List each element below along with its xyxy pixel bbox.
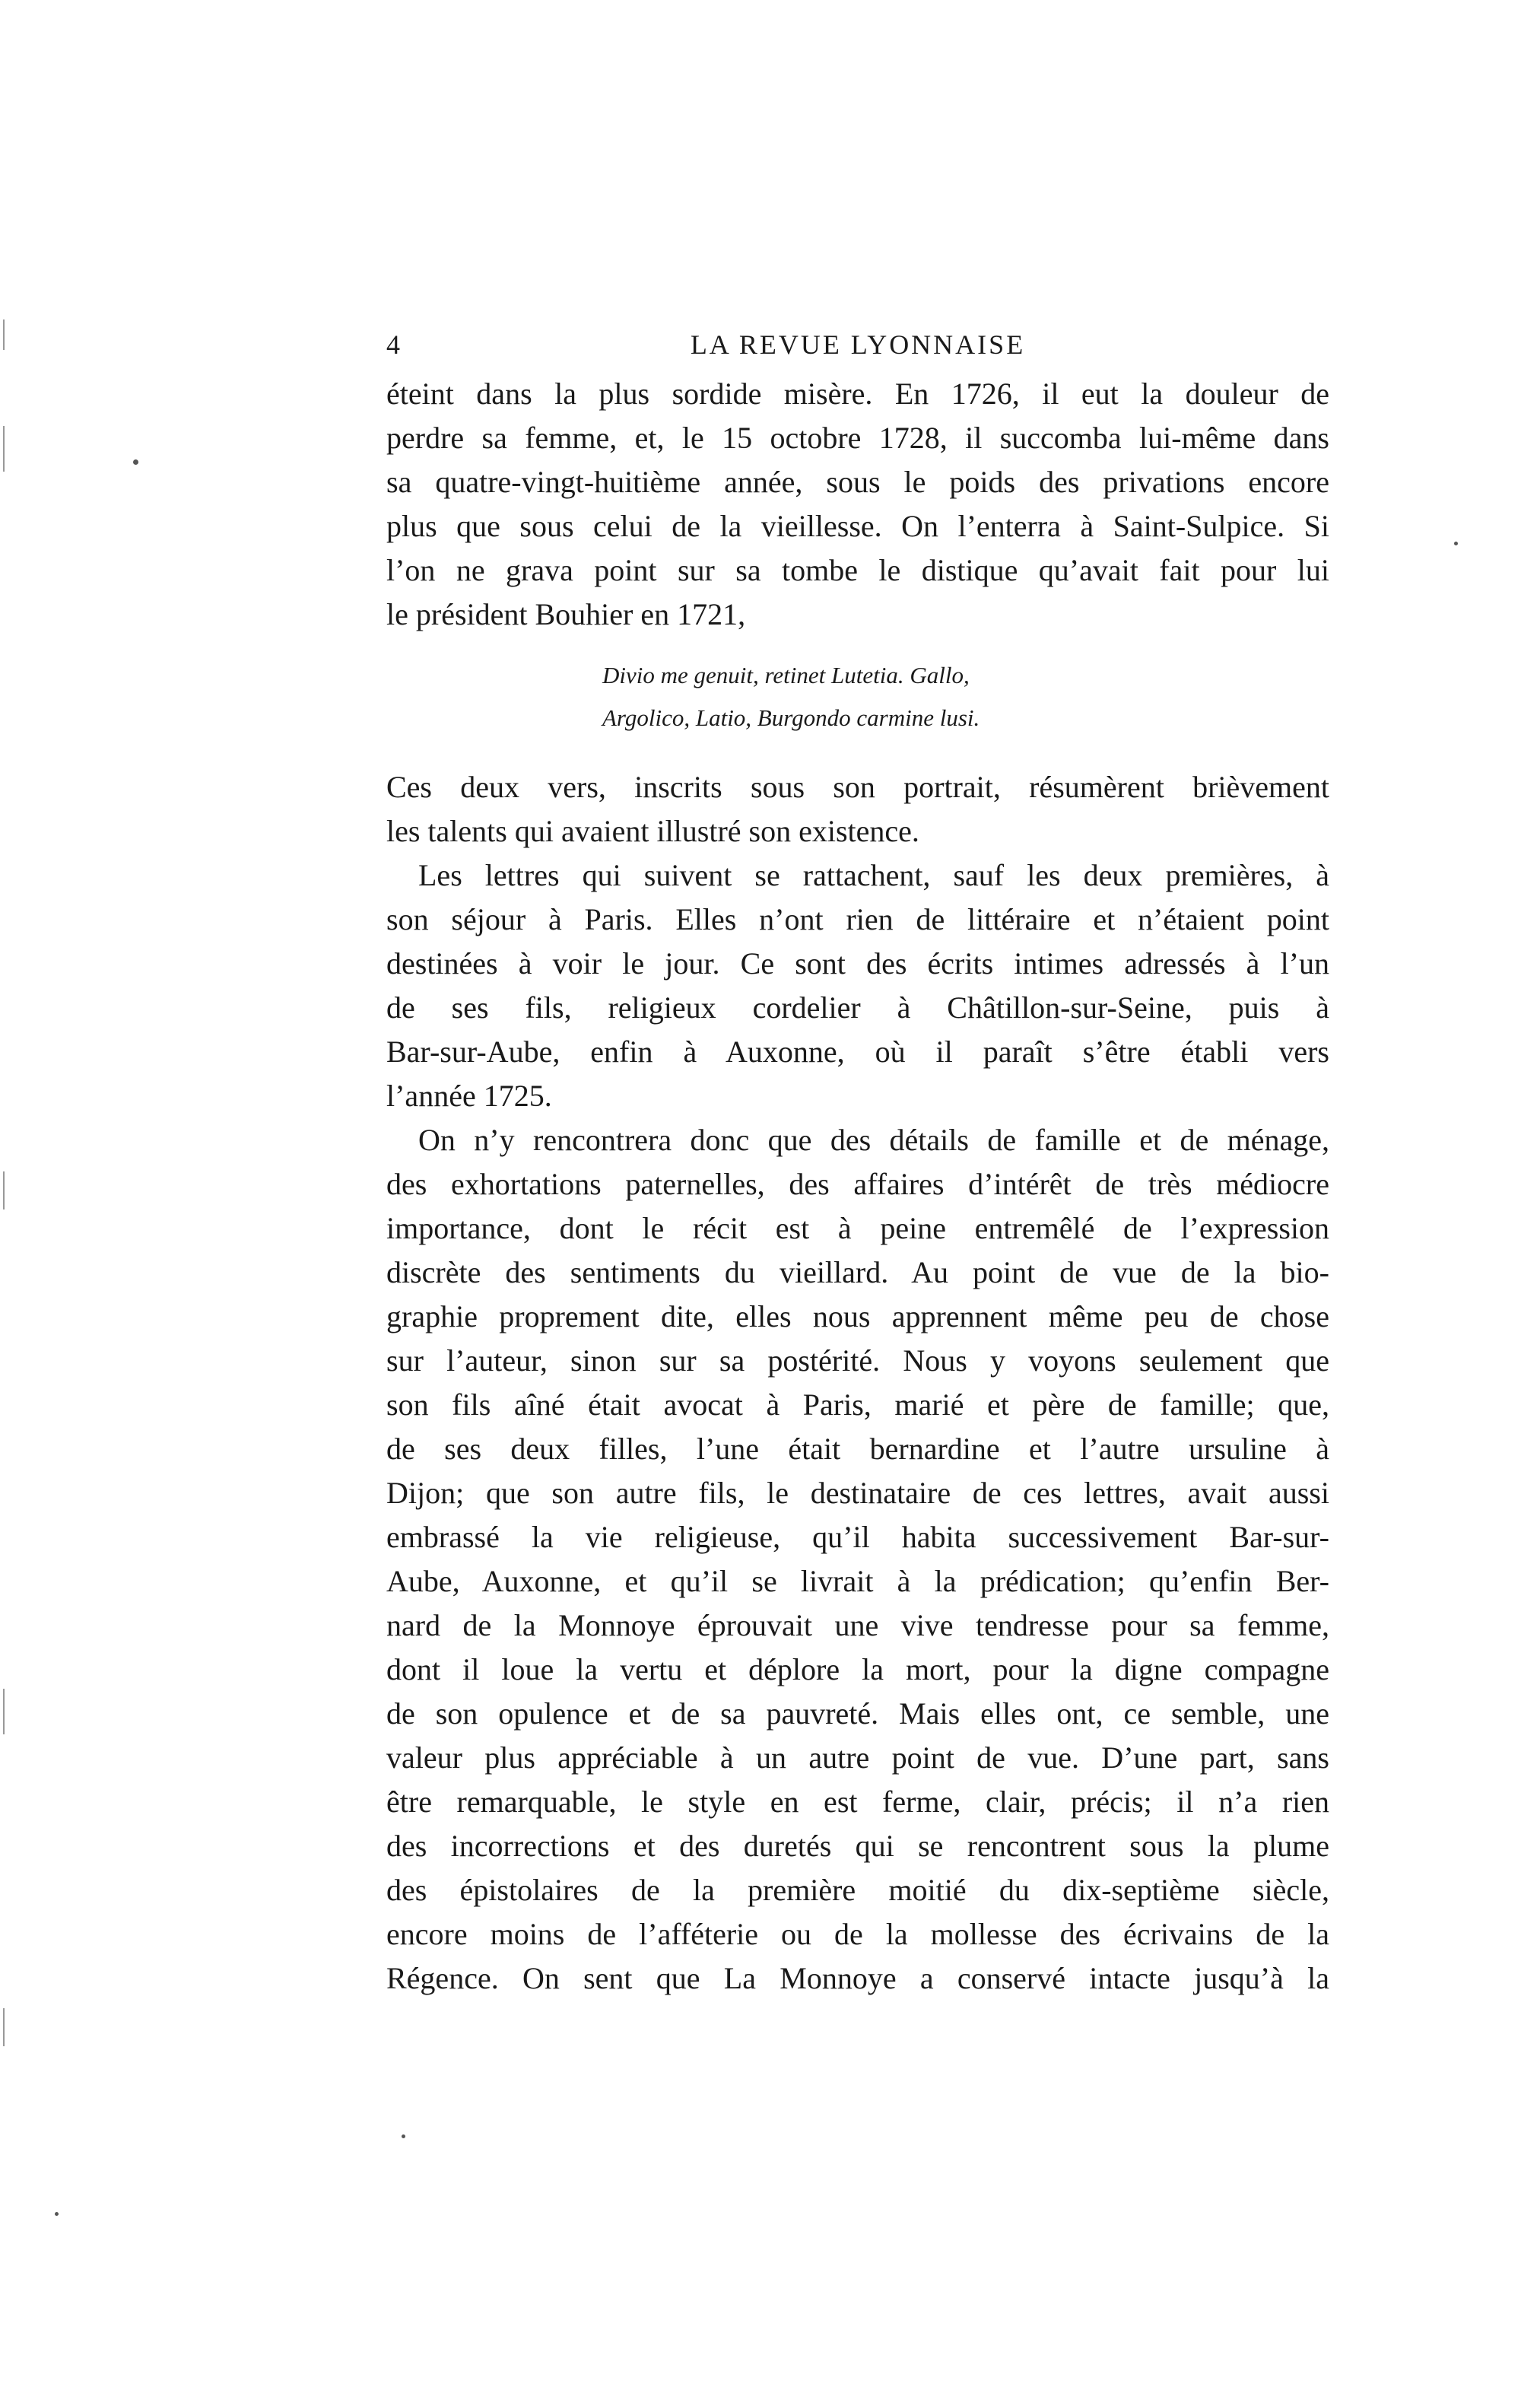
binding-edge-mark [3, 319, 5, 350]
binding-edge-mark [3, 1171, 5, 1209]
text-line: l’on ne grava point sur sa tombe le distique qu’avait fait pour lui [386, 553, 1329, 587]
text-line: On n’y rencontrera donc que des détails de famille et de ménage, [418, 1123, 1329, 1157]
text-line: Aube, Auxonne, et qu’il se livrait à la prédication; qu’enfin Ber- [386, 1564, 1329, 1598]
text-line: de ses fils, religieux cordelier à Châtillon-sur-Seine, puis à [386, 990, 1329, 1025]
verse-line: Argolico, Latio, Burgondo carmine lusi. [602, 704, 980, 731]
text-line: nard de la Monnoye éprouvait une vive tendresse pour sa femme, [386, 1608, 1329, 1642]
text-line: de son opulence et de sa pauvreté. Mais elles ont, ce semble, une [386, 1696, 1329, 1731]
text-line: des incorrections et des duretés qui se rencontrent sous la plume [386, 1829, 1329, 1863]
text-line: le président Bouhier en 1721, [386, 597, 746, 631]
text-line: sa quatre-vingt-huitième année, sous le poids des privations encore [386, 465, 1329, 499]
journal-title: LA REVUE LYONNAISE [690, 329, 1026, 360]
text-line: être remarquable, le style en est ferme, clair, précis; il n’a rien [386, 1785, 1329, 1819]
text-line: dont il loue la vertu et déplore la mort, pour la digne compagne [386, 1652, 1329, 1686]
text-line: de ses deux filles, l’une était bernardine et l’autre ursuline à [386, 1432, 1329, 1466]
scan-speck [402, 2134, 405, 2138]
text-line: Les lettres qui suivent se rattachent, sauf les deux premières, à [418, 858, 1329, 892]
text-line: Régence. On sent que La Monnoye a conservé intacte jusqu’à la [386, 1961, 1329, 1995]
text-line: embrassé la vie religieuse, qu’il habita successivement Bar-sur- [386, 1520, 1329, 1554]
text-line: son fils aîné était avocat à Paris, marié et père de famille; que, [386, 1387, 1329, 1422]
verse-line: Divio me genuit, retinet Lutetia. Gallo, [602, 662, 970, 688]
text-line: sur l’auteur, sinon sur sa postérité. Nous y voyons seulement que [386, 1343, 1329, 1378]
text-line: plus que sous celui de la vieillesse. On l’enterra à Saint-Sulpice. Si [386, 509, 1329, 543]
text-line: les talents qui avaient illustré son existence. [386, 814, 919, 848]
text-line: perdre sa femme, et, le 15 octobre 1728, il succomba lui-même dans [386, 421, 1329, 455]
text-line: destinées à voir le jour. Ce sont des écrits intimes adressés à l’un [386, 946, 1329, 981]
text-line: valeur plus appréciable à un autre point de vue. D’une part, sans [386, 1740, 1329, 1775]
binding-edge-mark [3, 1689, 5, 1734]
text-line: graphie proprement dite, elles nous apprennent même peu de chose [386, 1299, 1329, 1333]
scan-speck [133, 459, 138, 465]
text-line: Dijon; que son autre fils, le destinataire de ces lettres, avait aussi [386, 1476, 1329, 1510]
text-line: éteint dans la plus sordide misère. En 1726, il eut la douleur de [386, 377, 1329, 411]
scan-speck [1454, 542, 1458, 545]
text-line: des épistolaires de la première moitié du dix-septième siècle, [386, 1873, 1329, 1907]
text-line: son séjour à Paris. Elles n’ont rien de littéraire et n’étaient point [386, 902, 1329, 936]
page-number: 4 [386, 329, 400, 360]
text-line: Bar-sur-Aube, enfin à Auxonne, où il paraît s’être établi vers [386, 1035, 1329, 1069]
text-line: l’année 1725. [386, 1079, 552, 1113]
text-line: discrète des sentiments du vieillard. Au point de vue de la bio- [386, 1255, 1329, 1289]
scan-speck [55, 2212, 59, 2216]
text-line: Ces deux vers, inscrits sous son portrait, résumèrent brièvement [386, 770, 1329, 804]
binding-edge-mark [3, 2008, 5, 2046]
text-line: encore moins de l’afféterie ou de la mollesse des écrivains de la [386, 1917, 1329, 1951]
running-head [386, 326, 1329, 364]
text-line: importance, dont le récit est à peine entremêlé de l’expression [386, 1211, 1329, 1245]
text-line: des exhortations paternelles, des affaires d’intérêt de très médiocre [386, 1167, 1329, 1201]
binding-edge-mark [3, 426, 5, 472]
